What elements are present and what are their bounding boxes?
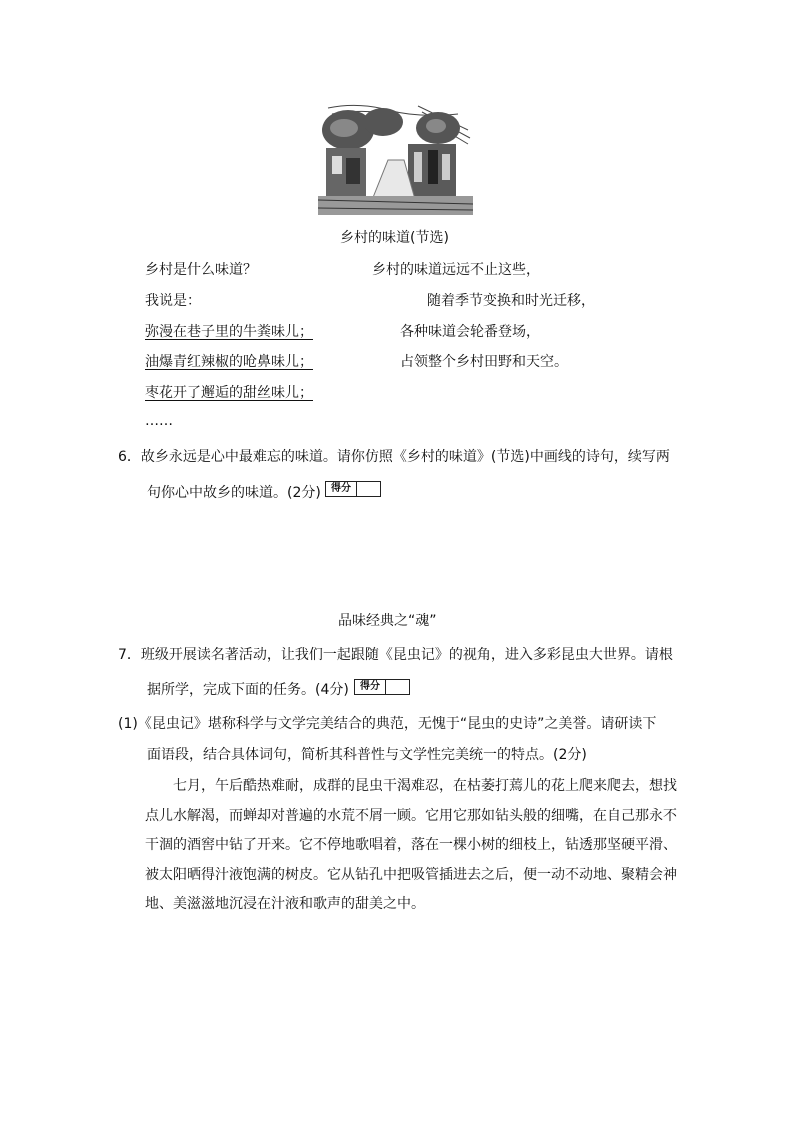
poem-underlined-line-1: 弥漫在巷子里的牛粪味儿； [145,324,313,340]
poem-right-line-2: 随着季节变换和时光迁移， [427,293,595,309]
poem-underlined-line-3: 枣花开了邂逅的甜丝味儿； [145,385,313,401]
q7-text-line2: 据所学，完成下面的任务。(4分) [147,682,349,698]
q7-score-box[interactable] [354,679,410,695]
village-illustration [318,100,473,215]
section-title: 品味经典之“魂” [338,613,437,629]
q6-score-blank[interactable] [357,482,380,496]
q7-score-blank[interactable] [386,680,409,694]
poem-title: 乡村的味道(节选) [340,230,449,246]
q6-text-line1: 6．故乡永远是心中最难忘的味道。请你仿照《乡村的味道》(节选)中画线的诗句，续写两 [118,449,670,465]
q7-sub1-line2: 面语段，结合具体词句，简析其科普性与文学性完美统一的特点。(2分) [147,747,587,763]
q6-score-label: 得分 [326,482,357,496]
q7-sub1-line1: (1)《昆虫记》堪称科学与文学完美结合的典范，无愧于“昆虫的史诗”之美誉。请研读下 [118,716,657,732]
poem-right-line-4: 占领整个乡村田野和天空。 [400,354,568,370]
q6-text-line2: 句你心中故乡的味道。(2分) [147,485,321,501]
poem-right-line-1: 乡村的味道远远不止这些， [372,262,540,278]
poem-line-1: 乡村是什么味道？ [145,262,257,278]
q7-text-line1: 7．班级开展读名著活动，让我们一起跟随《昆虫记》的视角，进入多彩昆虫大世界。请根 [118,647,673,663]
q7-passage: 七月，午后酷热难耐，成群的昆虫干渴难忍，在枯萎打蔫儿的花上爬来爬去，想找点儿水解渴，而蝉却对普遍的水荒不屑一顾。它用它那如钻头般的细嘴，在自己那永不干涸的酒窖中钻了开来。它不停地歌唱着，落在一棵小树的细枝上，钻透那坚硬平滑、被太阳晒得汁液饱满的树皮。它从钻孔中把吸管插进去之后，便一动不动地、聚精会神地、美滋滋地沉浸在汁液和歌声的甜美之中。 [145,778,677,912]
q7-score-label: 得分 [355,680,386,694]
poem-right-line-3: 各种味道会轮番登场， [400,324,540,340]
q6-score-box[interactable] [325,481,381,497]
poem-underlined-line-2: 油爆青红辣椒的呛鼻味儿； [145,354,313,370]
poem-line-2: 我说是： [145,293,201,309]
poem-ellipsis: …… [145,413,173,429]
